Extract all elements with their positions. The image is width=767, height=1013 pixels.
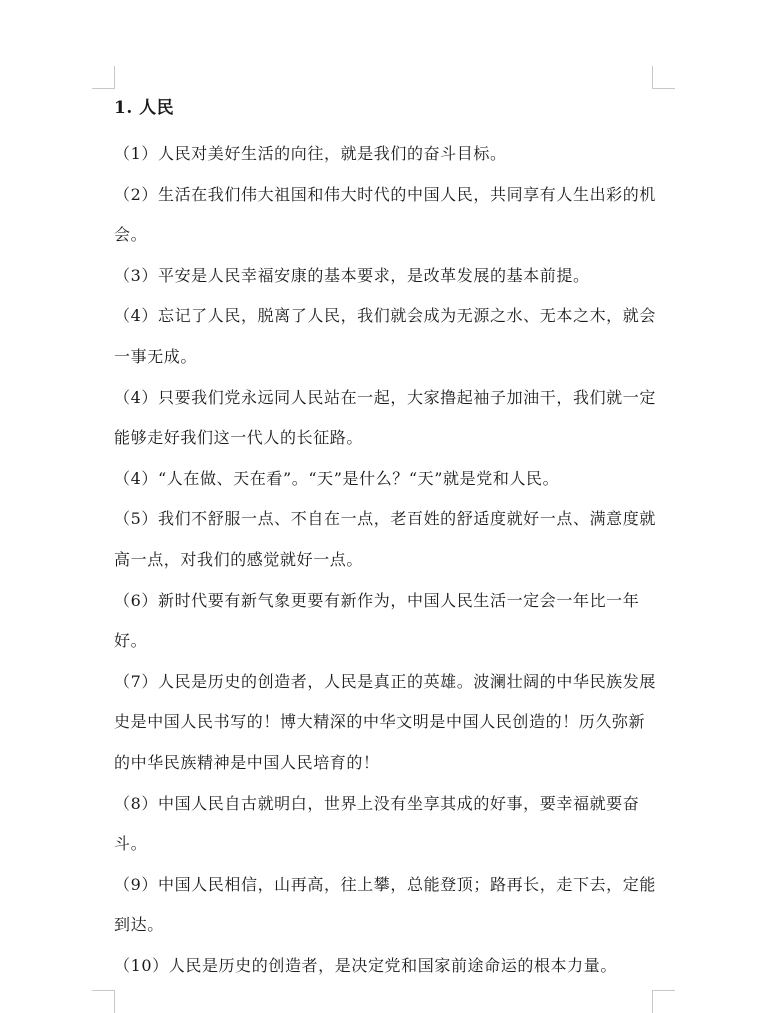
paragraph-6: （4）“人在做、天在看”。“天”是什么？“天”就是党和人民。 [114,468,560,488]
page-corner-mark-top-right [652,66,675,89]
page-corner-mark-top-left [92,66,115,89]
paragraph-4: （4）忘记了人民，脱离了人民，我们就会成为无源之水、无本之木，就会一事无成。 [114,306,656,366]
page-corner-mark-bottom-right [652,990,675,1013]
section-heading: 1. 人民 [114,98,175,118]
paragraph-5: （4）只要我们党永远同人民站在一起，大家撸起袖子加油干，我们就一定能够走好我们这一代人的长征路。 [114,387,656,448]
paragraph-3: （3）平安是人民幸福安康的基本要求，是改革发展的基本前提。 [114,265,590,285]
document-body [114,92,659,986]
page-corner-mark-bottom-left [92,990,115,1013]
paragraph-2: （2）生活在我们伟大祖国和伟大时代的中国人民，共同享有人生出彩的机会。 [114,184,656,245]
paragraph-8: （6）新时代要有新气象更要有新作为，中国人民生活一定会一年比一年好。 [114,590,640,651]
paragraph-12: （10）人民是历史的创造者，是决定党和国家前途命运的根本力量。 [114,955,617,975]
paragraph-9: （7）人民是历史的创造者，人民是真正的英雄。波澜壮阔的中华民族发展史是中国人民书写的！博大精深的中华文明是中国人民创造的！历久弥新的中华民族精神是中国人民培育的！ [114,671,656,772]
paragraph-7: （5）我们不舒服一点、不自在一点，老百姓的舒适度就好一点、满意度就高一点，对我们的感觉就好一点。 [114,509,656,569]
paragraph-1: （1）人民对美好生活的向往，就是我们的奋斗目标。 [114,144,507,163]
paragraph-10: （8）中国人民自古就明白，世界上没有坐享其成的好事，要幸福就要奋斗。 [114,793,640,854]
paragraph-11: （9）中国人民相信，山再高，往上攀，总能登顶；路再长，走下去，定能到达。 [114,874,656,935]
